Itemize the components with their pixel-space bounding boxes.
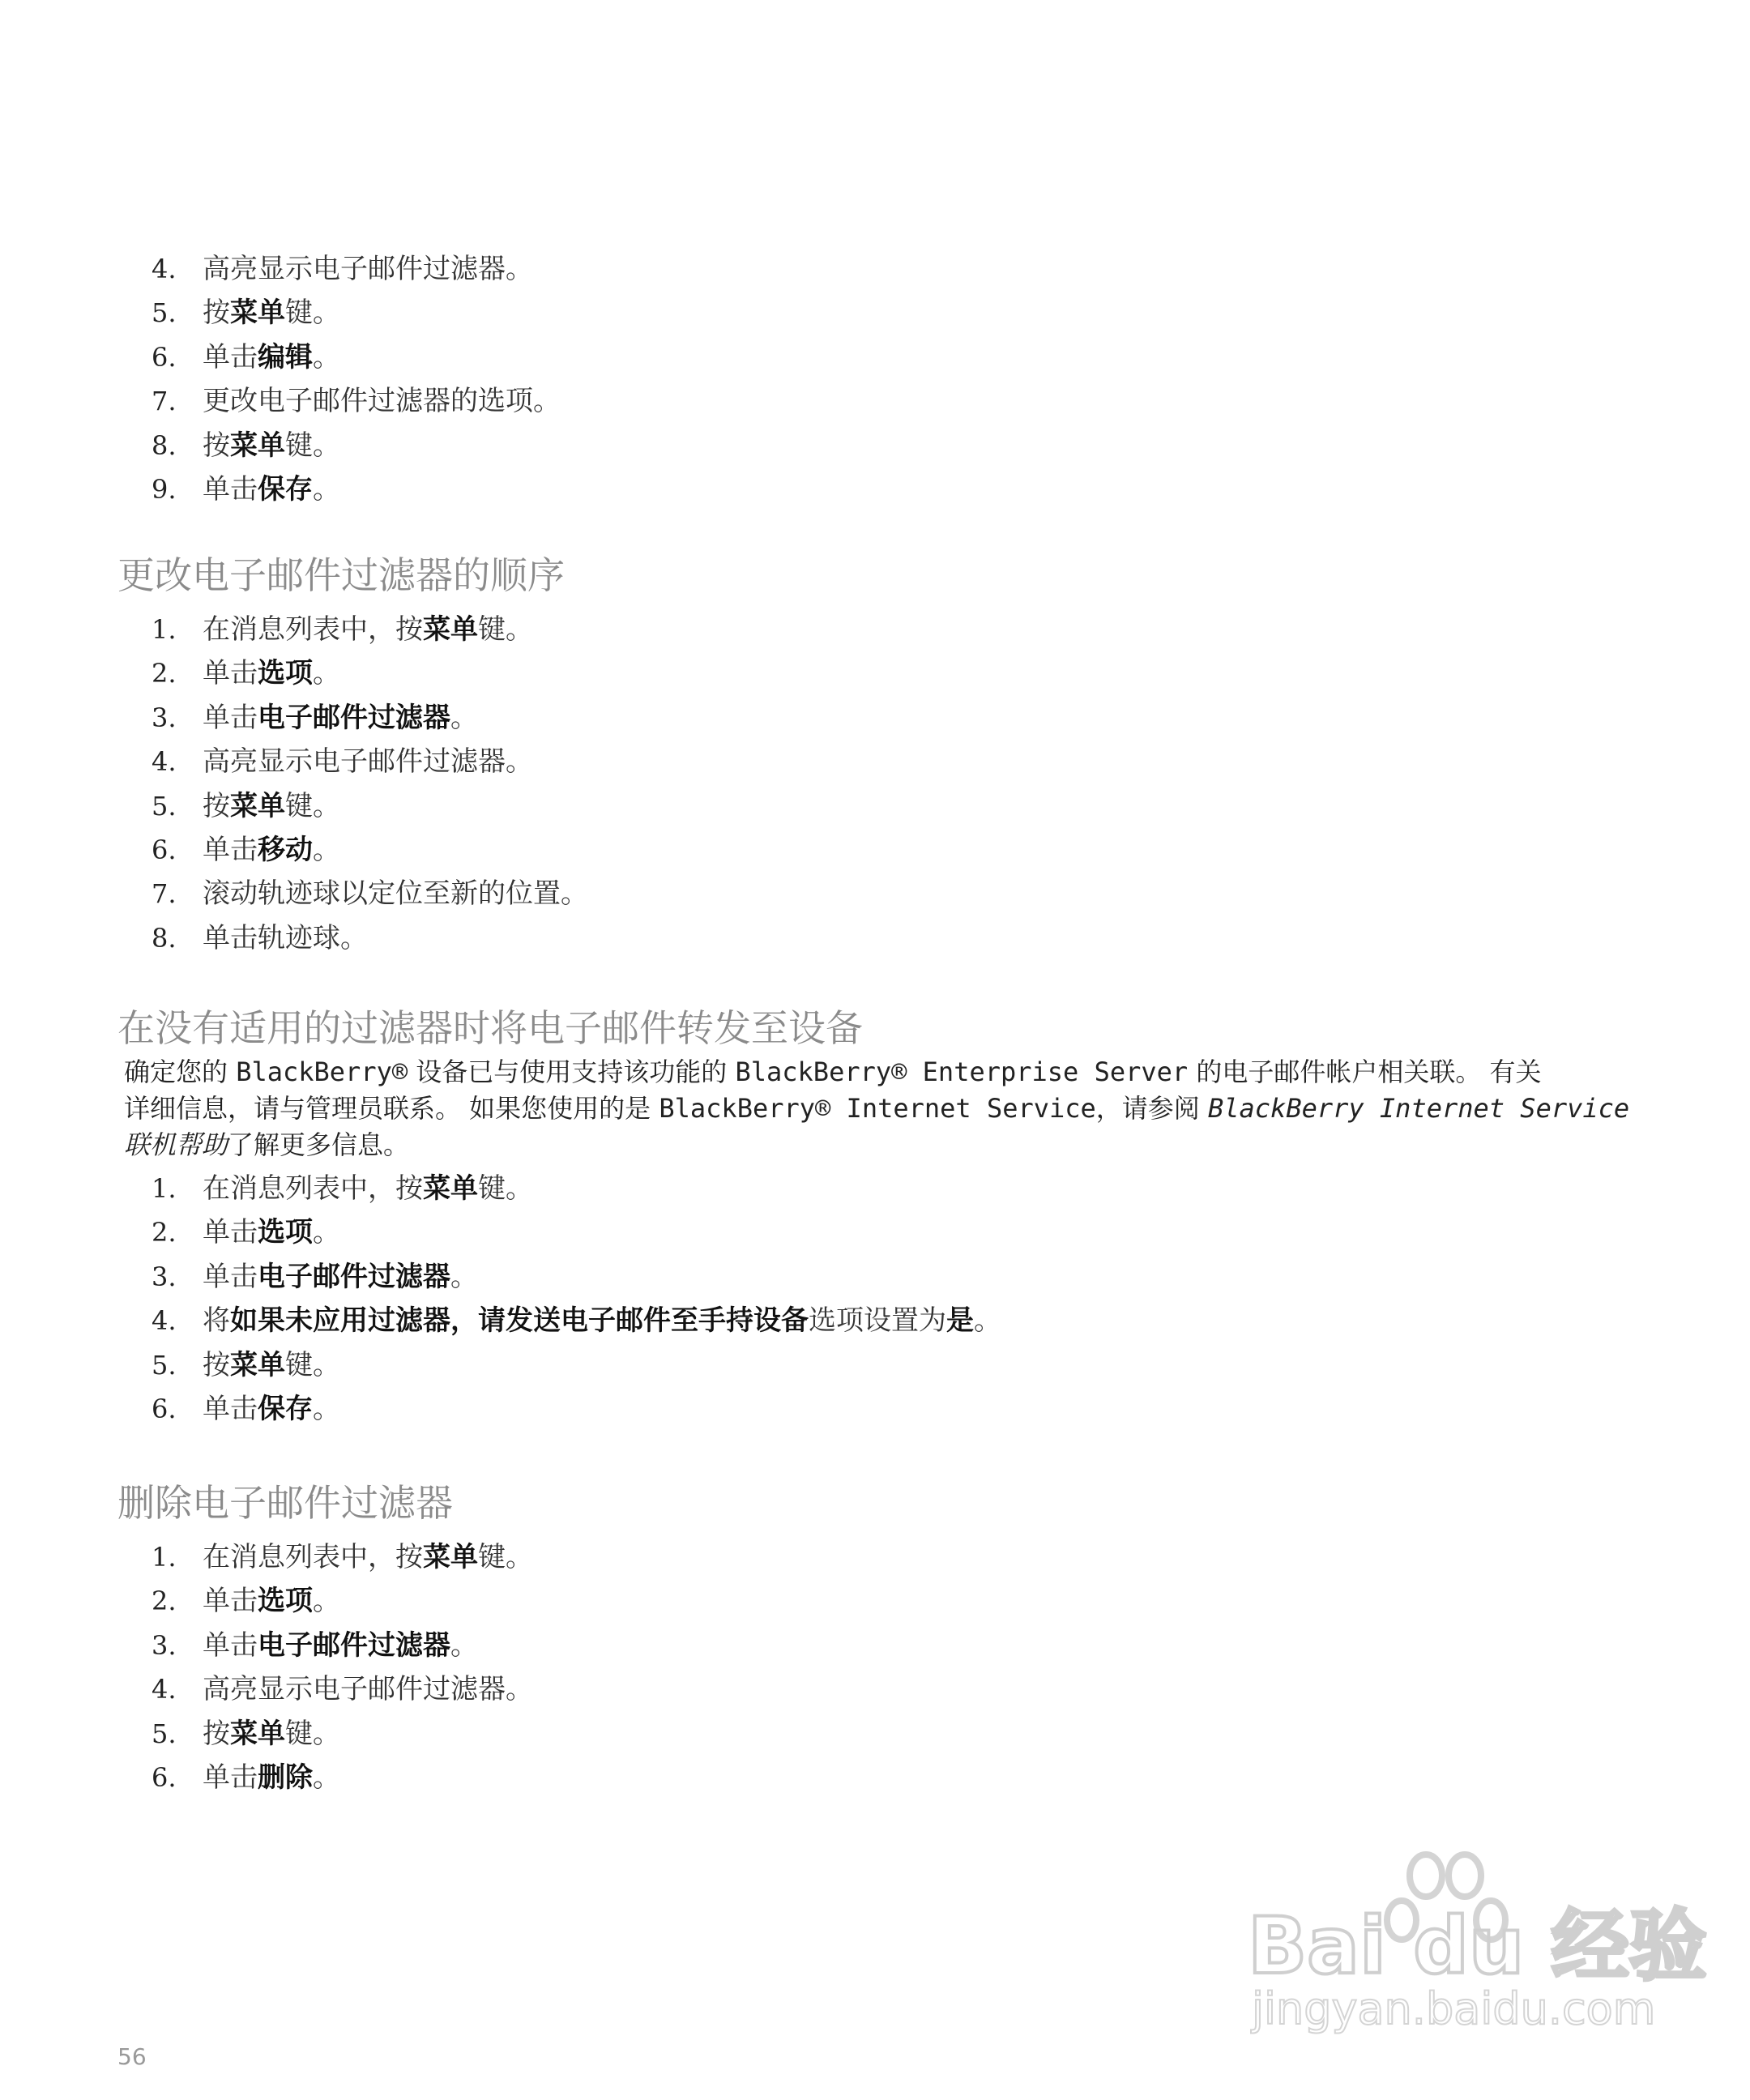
step-text: 键。 bbox=[478, 1541, 533, 1573]
intro-text: BlackBerry® Internet Service bbox=[659, 1093, 1096, 1124]
step-text: 。 bbox=[313, 472, 340, 506]
step-number: 8. bbox=[152, 429, 177, 461]
list-item bbox=[117, 247, 1657, 291]
ui-term: 菜单 bbox=[230, 1717, 285, 1750]
step-number: 7. bbox=[152, 878, 177, 910]
list-item bbox=[117, 1299, 1657, 1342]
step-text: 单击 bbox=[203, 701, 258, 734]
step-text: 更改电子邮件过滤器的选项。 bbox=[203, 385, 561, 418]
ui-term: 编辑 bbox=[258, 340, 313, 373]
section-delete-filter bbox=[117, 1477, 1657, 1799]
intro-text: BlackBerry® bbox=[236, 1056, 408, 1087]
ui-term: 保存 bbox=[258, 472, 313, 506]
step-text: 键。 bbox=[285, 1717, 340, 1750]
step-text: 在消息列表中，按 bbox=[203, 1172, 423, 1205]
step-number: 6. bbox=[152, 834, 177, 865]
list-item bbox=[117, 291, 1657, 335]
step-number: 9. bbox=[152, 473, 177, 505]
list-item bbox=[117, 784, 1657, 828]
ui-term: 菜单 bbox=[423, 1172, 478, 1205]
list-item bbox=[117, 1167, 1657, 1210]
ui-term: 选项 bbox=[258, 1585, 313, 1618]
step-number: 4. bbox=[152, 746, 177, 778]
step-list bbox=[117, 1535, 1657, 1799]
section-heading: 删除电子邮件过滤器 bbox=[117, 1481, 453, 1525]
step-text: 按 bbox=[203, 1348, 230, 1381]
step-text: 键。 bbox=[478, 613, 533, 646]
step-text: 。 bbox=[450, 1628, 478, 1662]
intro-text: 的电子邮件帐户相关联。 有关 bbox=[1188, 1056, 1542, 1087]
step-text: 单击 bbox=[203, 1585, 258, 1618]
list-item bbox=[117, 608, 1657, 651]
list-item bbox=[117, 1535, 1657, 1579]
step-text: 单击 bbox=[203, 1392, 258, 1425]
step-text: 键。 bbox=[285, 1348, 340, 1381]
step-text: 键。 bbox=[285, 429, 340, 462]
step-number: 2. bbox=[152, 1217, 177, 1248]
step-number: 1. bbox=[152, 1542, 177, 1573]
step-text: 。 bbox=[313, 1392, 340, 1425]
step-text: 按 bbox=[203, 297, 230, 330]
section-change-order bbox=[117, 549, 1657, 960]
list-item bbox=[117, 828, 1657, 872]
ui-term: 是 bbox=[946, 1304, 974, 1338]
ui-term: 电子邮件过滤器 bbox=[258, 1628, 450, 1662]
step-text: 键。 bbox=[478, 1172, 533, 1205]
step-text: 单击 bbox=[203, 340, 258, 373]
ui-term: 电子邮件过滤器 bbox=[258, 1260, 450, 1293]
ui-term: 菜单 bbox=[423, 613, 478, 646]
steps-edit-filter bbox=[117, 247, 1657, 511]
list-item bbox=[117, 1667, 1657, 1711]
step-text: 按 bbox=[203, 429, 230, 462]
intro-text: 了解更多信息。 bbox=[228, 1129, 410, 1160]
baidu-jingyan-watermark bbox=[1248, 1839, 1707, 2034]
step-number: 6. bbox=[152, 341, 177, 373]
list-item bbox=[117, 651, 1657, 695]
step-text: 键。 bbox=[285, 297, 340, 330]
step-number: 3. bbox=[152, 1261, 177, 1292]
ui-term: 选项 bbox=[258, 657, 313, 690]
step-number: 6. bbox=[152, 1393, 177, 1424]
step-text: 单击轨迹球。 bbox=[203, 921, 368, 954]
step-text: 。 bbox=[450, 701, 478, 734]
list-item bbox=[117, 872, 1657, 916]
step-text: 在消息列表中，按 bbox=[203, 613, 423, 646]
ui-term: 菜单 bbox=[230, 1348, 285, 1381]
step-number: 4. bbox=[152, 1674, 177, 1705]
step-number: 4. bbox=[152, 254, 177, 284]
step-text: 单击 bbox=[203, 1216, 258, 1249]
step-number: 5. bbox=[152, 1349, 177, 1381]
step-list bbox=[117, 1167, 1657, 1431]
list-item bbox=[117, 467, 1657, 511]
step-text: 。 bbox=[313, 833, 340, 866]
list-item bbox=[117, 424, 1657, 467]
step-text: 按 bbox=[203, 789, 230, 822]
ui-term: 保存 bbox=[258, 1392, 313, 1425]
step-text: 。 bbox=[313, 657, 340, 690]
step-text: 。 bbox=[313, 1585, 340, 1618]
step-text: 。 bbox=[974, 1304, 1001, 1338]
step-text: 。 bbox=[450, 1260, 478, 1293]
step-number: 2. bbox=[152, 658, 177, 689]
ui-term: 选项 bbox=[258, 1216, 313, 1249]
list-item bbox=[117, 335, 1657, 379]
watermark-brand: Bai du 经验 bbox=[1248, 1901, 1707, 1991]
ui-term: 如果未应用过滤器，请发送电子邮件至手持设备 bbox=[230, 1304, 809, 1338]
step-text: 将 bbox=[203, 1304, 230, 1338]
step-text: 高亮显示电子邮件过滤器。 bbox=[203, 745, 533, 779]
list-item bbox=[117, 1624, 1657, 1667]
step-text: 单击 bbox=[203, 1628, 258, 1662]
step-list bbox=[117, 608, 1657, 960]
step-number: 1. bbox=[152, 1173, 177, 1204]
ui-term: 菜单 bbox=[423, 1541, 478, 1573]
step-number: 3. bbox=[152, 702, 177, 733]
step-number: 5. bbox=[152, 790, 177, 822]
ui-term: 菜单 bbox=[230, 429, 285, 462]
intro-text: 详细信息，请与管理员联系。 如果您使用的是 bbox=[124, 1093, 659, 1124]
step-number: 7. bbox=[152, 386, 177, 417]
section-heading: 在没有适用的过滤器时将电子邮件转发至设备 bbox=[117, 1006, 863, 1050]
intro-text: 确定您的 bbox=[124, 1056, 237, 1087]
step-text: 。 bbox=[313, 340, 340, 373]
step-text: 选项设置为 bbox=[809, 1304, 946, 1338]
step-text: 。 bbox=[313, 1216, 340, 1249]
intro-text: 设备已与使用支持该功能的 bbox=[408, 1056, 736, 1087]
step-text: 按 bbox=[203, 1717, 230, 1750]
help-reference: 联机帮助 bbox=[124, 1129, 228, 1160]
step-text: 。 bbox=[313, 1761, 340, 1794]
ui-term: 移动 bbox=[258, 833, 313, 866]
page-number: 56 bbox=[117, 2043, 147, 2070]
intro-paragraph bbox=[124, 1054, 1647, 1163]
watermark-url: jingyan.baidu.com bbox=[1252, 1983, 1656, 2034]
section-forward-email bbox=[117, 1002, 1657, 1431]
ui-term: 菜单 bbox=[230, 789, 285, 822]
ui-term: 电子邮件过滤器 bbox=[258, 701, 450, 734]
step-number: 2. bbox=[152, 1586, 177, 1617]
step-text: 键。 bbox=[285, 789, 340, 822]
list-item bbox=[117, 916, 1657, 960]
list-item bbox=[117, 1387, 1657, 1431]
step-number: 3. bbox=[152, 1629, 177, 1661]
intro-text: ，请参阅 bbox=[1095, 1093, 1208, 1124]
step-list bbox=[117, 247, 1657, 511]
step-text: 在消息列表中，按 bbox=[203, 1541, 423, 1573]
ui-term: 菜单 bbox=[230, 297, 285, 330]
step-text: 单击 bbox=[203, 472, 258, 506]
step-text: 滚动轨迹球以定位至新的位置。 bbox=[203, 877, 588, 911]
list-item bbox=[117, 696, 1657, 740]
section-heading: 更改电子邮件过滤器的顺序 bbox=[117, 553, 565, 597]
step-text: 高亮显示电子邮件过滤器。 bbox=[203, 1673, 533, 1706]
help-reference: BlackBerry Internet Service bbox=[1207, 1093, 1630, 1124]
step-number: 6. bbox=[152, 1761, 177, 1793]
step-number: 4. bbox=[152, 1305, 177, 1337]
list-item bbox=[117, 1210, 1657, 1254]
step-number: 8. bbox=[152, 922, 177, 954]
step-text: 单击 bbox=[203, 1761, 258, 1794]
list-item bbox=[117, 1255, 1657, 1299]
step-text: 单击 bbox=[203, 657, 258, 690]
step-text: 高亮显示电子邮件过滤器。 bbox=[203, 253, 533, 285]
step-number: 5. bbox=[152, 1718, 177, 1749]
list-item bbox=[117, 1343, 1657, 1387]
step-number: 5. bbox=[152, 297, 177, 329]
intro-text: BlackBerry® Enterprise Server bbox=[735, 1056, 1189, 1087]
list-item bbox=[117, 379, 1657, 423]
step-number: 1. bbox=[152, 614, 177, 645]
step-text: 单击 bbox=[203, 833, 258, 866]
step-text: 单击 bbox=[203, 1260, 258, 1293]
ui-term: 删除 bbox=[258, 1761, 313, 1794]
list-item bbox=[117, 1756, 1657, 1799]
list-item bbox=[117, 1712, 1657, 1756]
list-item bbox=[117, 740, 1657, 783]
list-item bbox=[117, 1579, 1657, 1623]
